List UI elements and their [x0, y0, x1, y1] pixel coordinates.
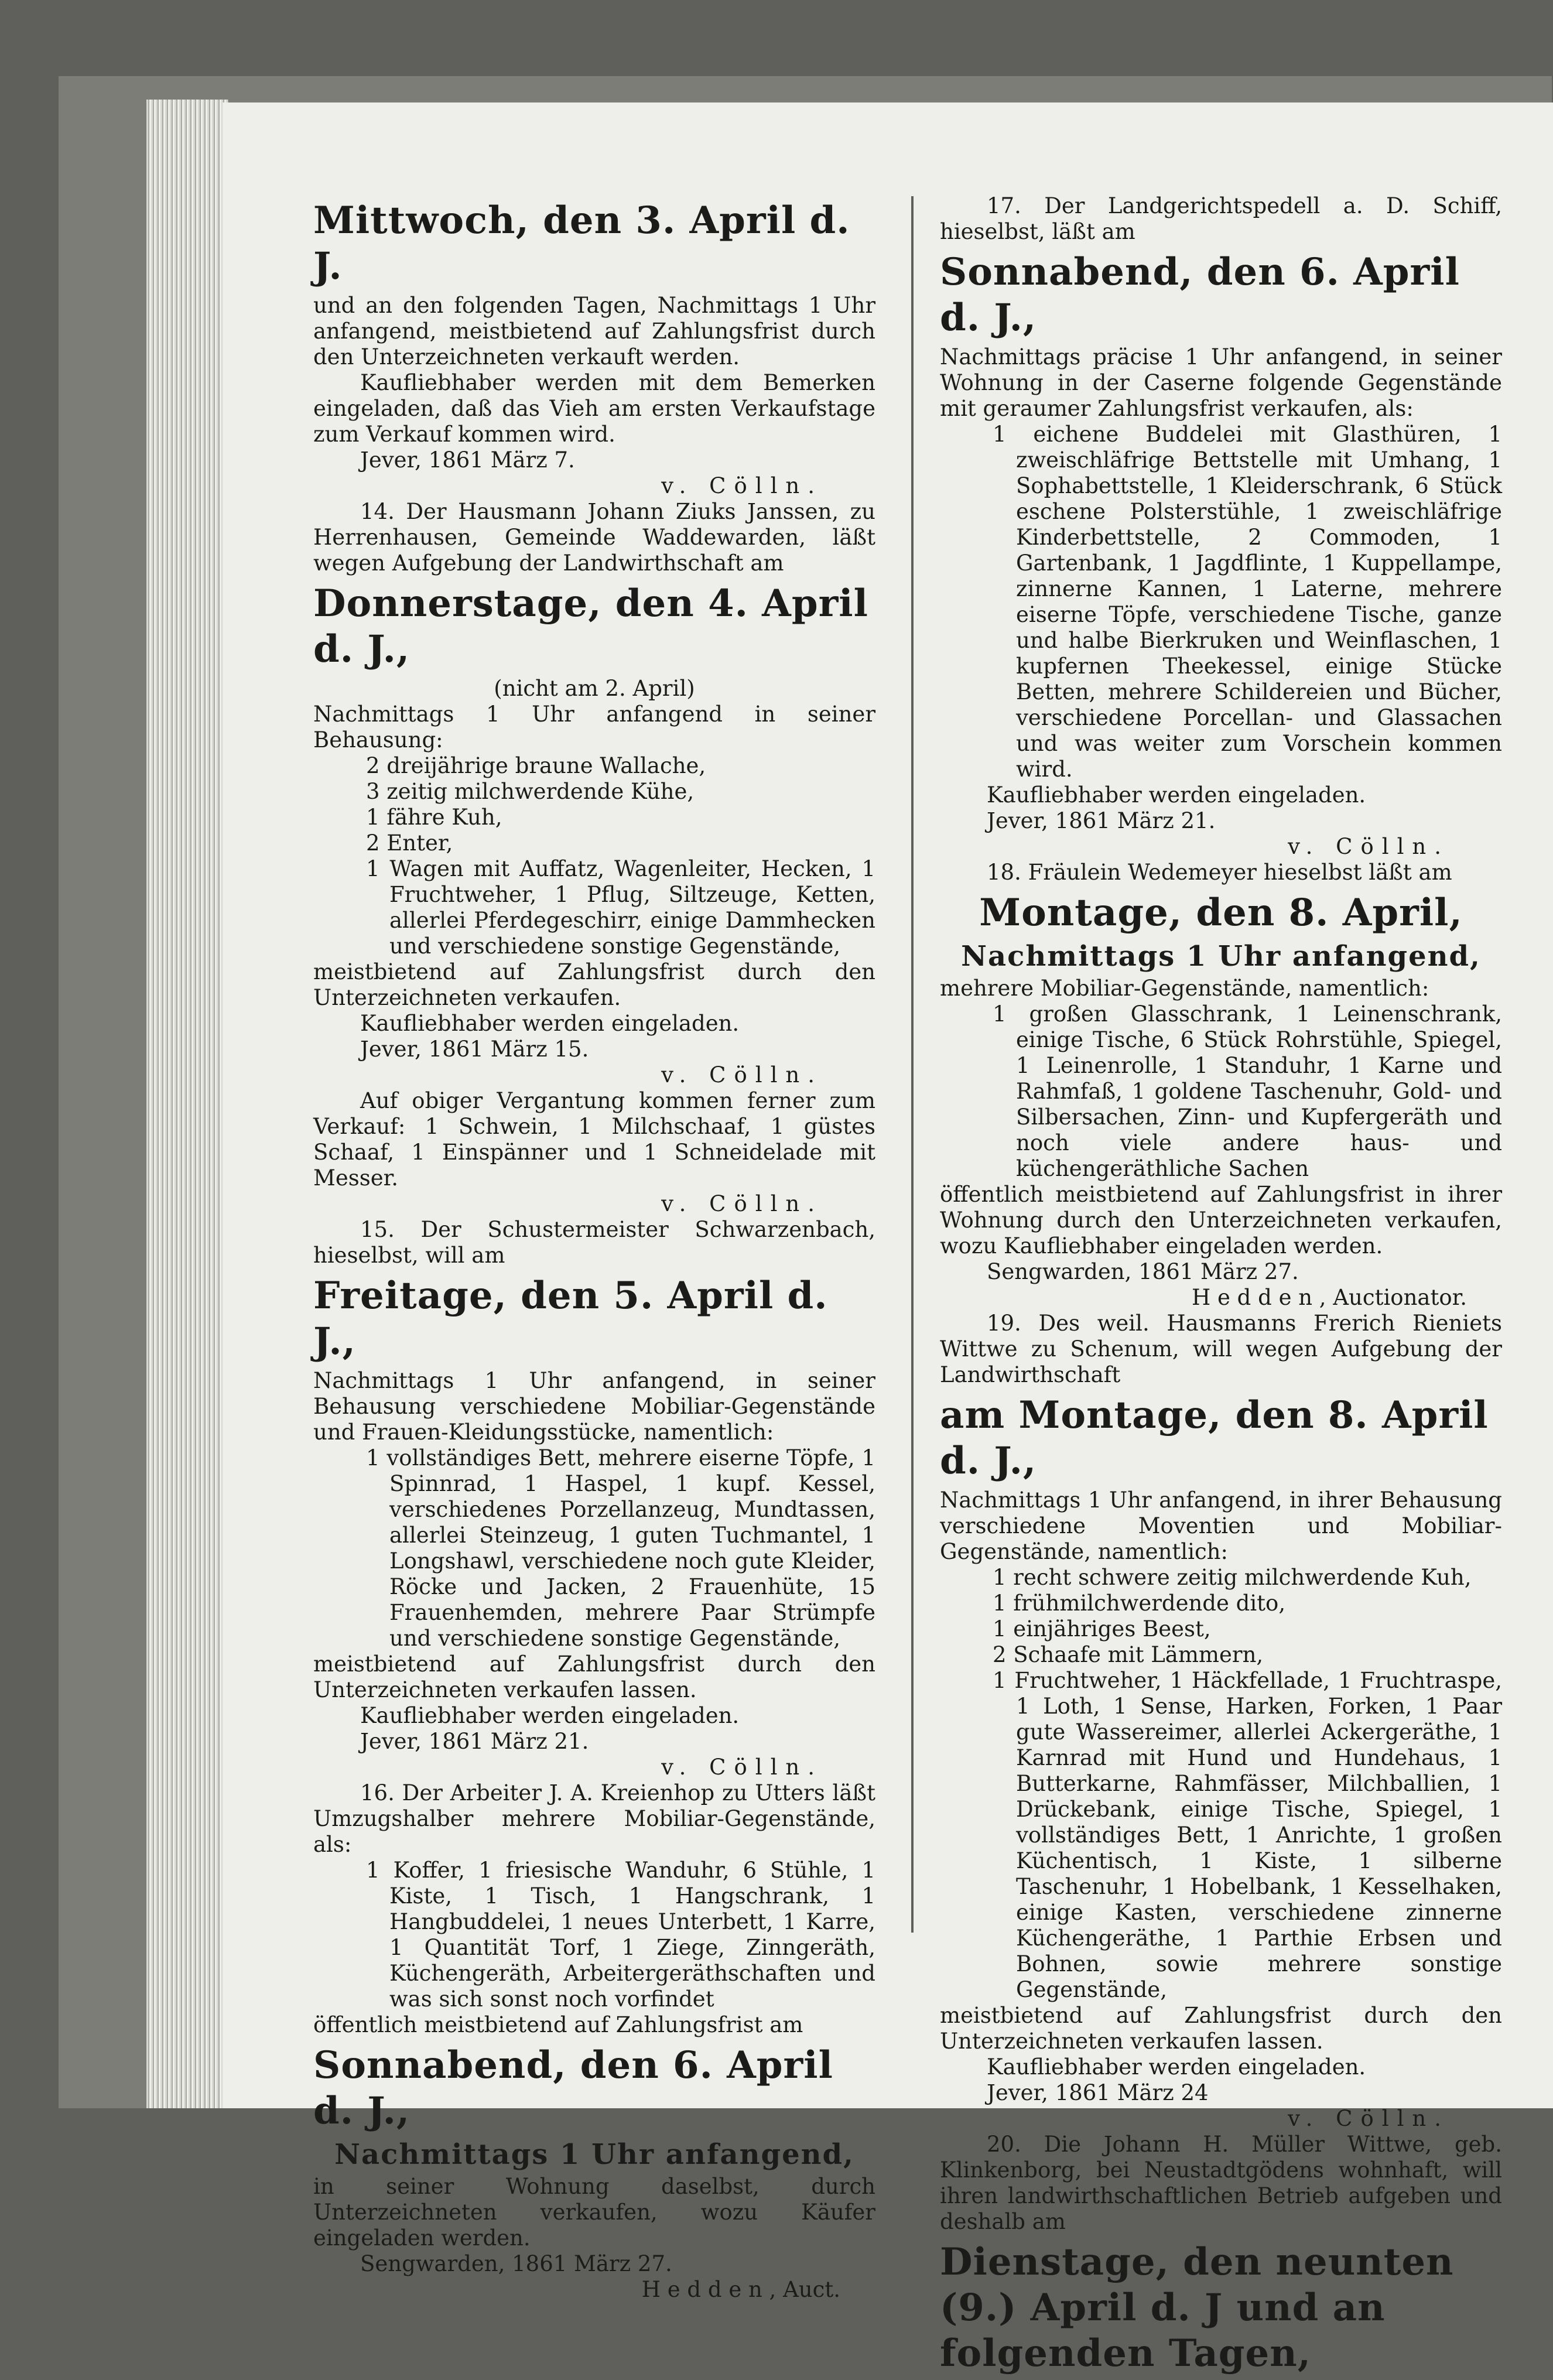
date-heading: Dienstage, den neunten (9.) April d. J und an folgenden Tagen,	[940, 2240, 1454, 2375]
paragraph: 14. Der Hausmann Johann Ziuks Janssen, zu Herrenhausen, Gemeinde Waddewarden, läßt wegen Aufgebung der Landwirthschaft am	[313, 499, 875, 576]
item-list: 1 großen Glasschrank, 1 Leinenschrank, einige Tische, 6 Stück Rohrstühle, Spiegel, 1 Leinenrolle, 1 Standuhr, 1 Karne und Rahmfaß, 1 goldene Taschenuhr, Gold- und Silbersachen, Zinn- und Kupfergeräth und noch viele andere haus- und küchengeräthliche Sachen	[993, 1001, 1502, 1181]
item-list: 1 Koffer, 1 friesische Wanduhr, 6 Stühle, 1 Kiste, 1 Tisch, 1 Hangschrank, 1 Hangbuddelei, 1 neues Unterbett, 1 Karre, 1 Quantität Torf, 1 Ziege, Zinngeräth, Küchengeräth, Arbeitergeräthschaften und was sich sonst noch vorfindet	[366, 1858, 875, 2012]
signature: H e d d e n , Auct.	[641, 2277, 840, 2302]
paragraph: Jever, 1861 März 15.	[360, 1037, 589, 1062]
paragraph: und an den folgenden Tagen, Nachmittags 1 Uhr anfangend, meistbietend auf Zahlungsfrist durch den Unterzeichneten verkauft werden.	[313, 293, 875, 370]
date-heading: Mittwoch, den 3. April d. J.	[313, 199, 850, 288]
item-list: 1 eichene Buddelei mit Glasthüren, 1 zweischläfrige Bettstelle mit Umhang, 1 Sophabettstelle, 1 Kleiderschrank, 6 Stück eschene Polsterstühle, 1 zweischläfrige Kinderbettstelle, 2 Commoden, 1 Gartenbank, 1 Jagdflinte, 1 Kuppellampe, zinnerne Kannen, 1 Laterne, mehrere eiserne Töpfe, verschiedene Tische, ganze und halbe Bierkruken und Weinflaschen, 1 kupfernen Theekessel, einige Stücke Betten, mehrere Schildereien und Bücher, verschiedene Porcellan- und Glassachen und was weiter zum Vorschein kommen wird.	[993, 422, 1502, 782]
paragraph: 19. Des weil. Hausmanns Frerich Rieniets Wittwe zu Schenum, will wegen Aufgebung der Landwirthschaft	[940, 1311, 1502, 1387]
paragraph: 17. Der Landgerichtspedell a. D. Schiff, hieselbst, läßt am	[940, 193, 1502, 244]
item-list: 2 Schaafe mit Lämmern,	[993, 1642, 1264, 1667]
paragraph: Sengwarden, 1861 März 27.	[360, 2251, 672, 2276]
date-heading: Donnerstage, den 4. April d. J.,	[313, 582, 868, 671]
date-heading: Montage, den 8. April,	[979, 891, 1463, 935]
paragraph: Nachmittags präcise 1 Uhr anfangend, in seiner Wohnung in der Caserne folgende Gegenstände mit geraumer Zahlungsfrist verkaufen, als:	[940, 344, 1502, 421]
note: (nicht am 2. April)	[494, 676, 695, 701]
paragraph: Auf obiger Vergantung kommen ferner zum Verkauf: 1 Schwein, 1 Milchschaaf, 1 güstes Schaaf, 1 Einspänner und 1 Schneidelade mit Messer.	[313, 1088, 875, 1191]
page-edges	[146, 100, 228, 2108]
paragraph: öffentlich meistbietend auf Zahlungsfrist am	[313, 2012, 803, 2037]
paragraph: in seiner Wohnung daselbst, durch Unterzeichneten verkaufen, wozu Käufer eingeladen werden.	[313, 2174, 875, 2251]
paragraph: öffentlich meistbietend auf Zahlungsfrist in ihrer Wohnung durch den Unterzeichneten verkaufen, wozu Kaufliebhaber eingeladen werden.	[940, 1182, 1502, 1259]
paragraph: mehrere Mobiliar-Gegenstände, namentlich:	[940, 976, 1429, 1001]
date-heading: Freitage, den 5. April d. J.,	[313, 1274, 828, 1363]
paragraph: Kaufliebhaber werden eingeladen.	[987, 2054, 1366, 2080]
paragraph: Kaufliebhaber werden eingeladen.	[987, 782, 1366, 808]
signature: v. Cölln.	[661, 1062, 823, 1088]
signature: H e d d e n , Auctionator.	[1191, 1285, 1467, 1310]
paragraph: 18. Fräulein Wedemeyer hieselbst läßt am	[987, 860, 1452, 885]
date-heading: Sonnabend, den 6. April d. J.,	[313, 2043, 833, 2133]
paragraph: Kaufliebhaber werden mit dem Bemerken eingeladen, daß das Vieh am ersten Verkaufstage zum Verkauf kommen wird.	[313, 370, 875, 447]
signature: v. Cölln.	[1288, 834, 1449, 859]
paragraph: Nachmittags 1 Uhr anfangend, in ihrer Behausung verschiedene Moventien und Mobiliar-Gegenstände, namentlich:	[940, 1488, 1502, 1564]
item-list: 1 fähre Kuh,	[366, 805, 502, 830]
paragraph: Sengwarden, 1861 März 27.	[987, 1259, 1299, 1284]
left-column	[313, 193, 875, 2303]
paragraph: Nachmittags 1 Uhr anfangend in seiner Behausung:	[313, 702, 875, 753]
time-heading: Nachmittags 1 Uhr anfangend,	[961, 940, 1481, 973]
paragraph: meistbietend auf Zahlungsfrist durch den Unterzeichneten verkaufen lassen.	[940, 2003, 1502, 2054]
item-list: 2 Enter,	[366, 830, 453, 856]
paragraph: Jever, 1861 März 7.	[360, 447, 575, 473]
signature: v. Cölln.	[661, 1755, 823, 1780]
paragraph: 20. Die Johann H. Müller Wittwe, geb. Klinkenborg, bei Neustadtgödens wohnhaft, will ihren landwirthschaftlichen Betrieb aufgeben und deshalb am	[940, 2132, 1502, 2234]
item-list: 2 dreijährige braune Wallache,	[366, 753, 706, 778]
paragraph: meistbietend auf Zahlungsfrist durch den Unterzeichneten verkaufen.	[313, 959, 875, 1010]
column-rule	[911, 196, 914, 1933]
item-list: 1 Fruchtweher, 1 Häckfellade, 1 Fruchtraspe, 1 Loth, 1 Sense, Harken, Forken, 1 Paar gute Wassereimer, allerlei Ackergeräthe, 1 Karnrad mit Hund und Hundehaus, 1 Butterkarne, Rahmfässer, Milchballien, 1 Drückebank, einige Tische, Spiegel, 1 vollständiges Bett, 1 Anrichte, 1 großen Küchentisch, 1 Kiste, 1 silberne Taschenuhr, 1 Hobelbank, 1 Kesselhaken, einige Kasten, verschiedene zinnerne Küchengeräthe, 1 Parthie Erbsen und Bohnen, sowie mehrere sonstige Gegenstände,	[993, 1668, 1502, 2002]
signature: v. Cölln.	[1288, 2106, 1449, 2131]
item-list: 1 einjähriges Beest,	[993, 1616, 1211, 1642]
item-list: 1 Wagen mit Auffatz, Wagenleiter, Hecken, 1 Fruchtweher, 1 Pflug, Siltzeuge, Ketten, allerlei Pferdegeschirr, einige Dammhecken und verschiedene sonstige Gegenstände,	[366, 856, 875, 959]
paragraph: 15. Der Schustermeister Schwarzenbach, hieselbst, will am	[313, 1217, 875, 1268]
date-heading: am Montage, den 8. April d. J.,	[940, 1393, 1489, 1483]
item-list: 3 zeitig milchwerdende Kühe,	[366, 779, 695, 804]
signature: v. Cölln.	[661, 473, 823, 498]
item-list: 1 recht schwere zeitig milchwerdende Kuh,	[993, 1565, 1472, 1590]
paragraph: meistbietend auf Zahlungsfrist durch den Unterzeichneten verkaufen lassen.	[313, 1651, 875, 1702]
right-column	[940, 193, 1502, 2380]
signature: v. Cölln.	[661, 1191, 823, 1216]
date-heading: Sonnabend, den 6. April d. J.,	[940, 250, 1460, 340]
paragraph: Jever, 1861 März 21.	[987, 808, 1216, 833]
item-list: 1 vollständiges Bett, mehrere eiserne Töpfe, 1 Spinnrad, 1 Haspel, 1 kupf. Kessel, verschiedenes Porzellanzeug, Mundtassen, allerlei Steinzeug, 1 guten Tuchmantel, 1 Longshawl, verschiedene noch gute Kleider, Röcke und Jacken, 2 Frauenhüte, 15 Frauenhemden, mehrere Paar Strümpfe und verschiedene sonstige Gegenstände,	[366, 1445, 875, 1651]
time-heading: Nachmittags 1 Uhr anfangend,	[334, 2138, 854, 2171]
paragraph: Nachmittags 1 Uhr anfangend, in seiner Behausung verschiedene Mobiliar-Gegenstände und Frauen-Kleidungsstücke, namentlich:	[313, 1368, 875, 1445]
paragraph: 16. Der Arbeiter J. A. Kreienhop zu Utters läßt Umzugshalber mehrere Mobiliar-Gegenstände, als:	[313, 1780, 875, 1857]
paragraph: Kaufliebhaber werden eingeladen.	[360, 1011, 740, 1036]
paragraph: Jever, 1861 März 21.	[360, 1729, 589, 1754]
paragraph: Kaufliebhaber werden eingeladen.	[360, 1703, 740, 1728]
item-list: 1 frühmilchwerdende dito,	[993, 1591, 1286, 1616]
paragraph: Jever, 1861 März 24	[987, 2080, 1209, 2105]
